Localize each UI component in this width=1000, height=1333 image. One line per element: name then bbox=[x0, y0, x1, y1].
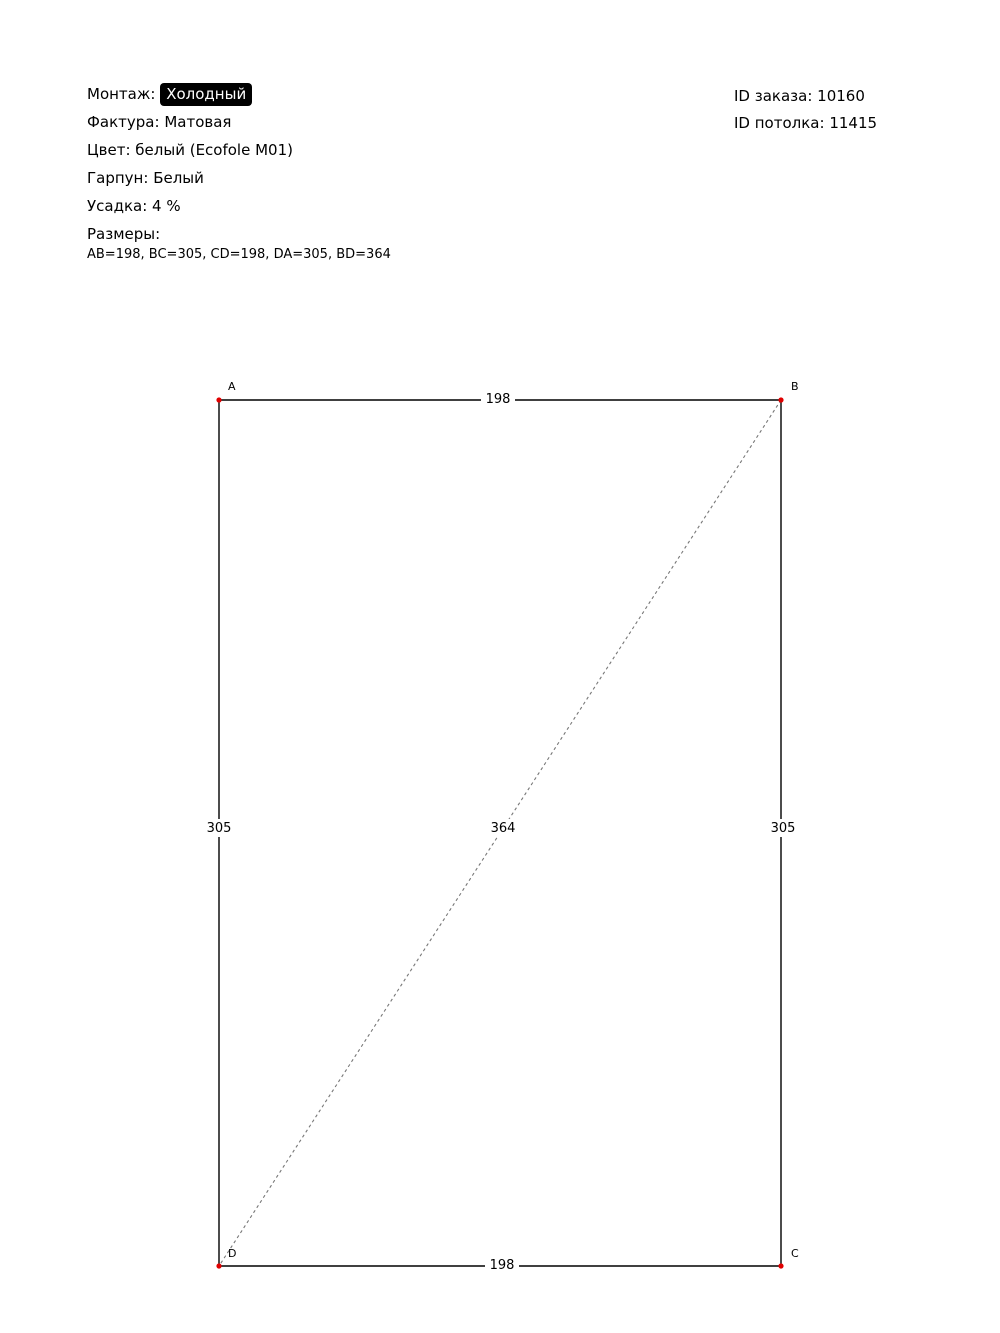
vertex-b-label: B bbox=[791, 380, 799, 393]
order-id-value: 10160 bbox=[817, 87, 865, 105]
harpoon-value: Белый bbox=[153, 169, 204, 187]
edge-da-length: 305 bbox=[206, 821, 232, 836]
vertex-b-dot bbox=[778, 397, 783, 402]
mount-badge: Холодный bbox=[160, 83, 252, 106]
mount-label: Монтаж: bbox=[87, 85, 156, 103]
harpoon-label: Гарпун: bbox=[87, 169, 149, 187]
vertex-a-dot bbox=[216, 397, 221, 402]
vertex-c-dot bbox=[778, 1263, 783, 1268]
sizes-value: AB=198, BC=305, CD=198, DA=305, BD=364 bbox=[87, 247, 391, 262]
texture-value: Матовая bbox=[164, 113, 232, 131]
ceiling-id-label: ID потолка: bbox=[734, 114, 825, 132]
vertex-d-dot bbox=[216, 1263, 221, 1268]
vertex-c-label: C bbox=[791, 1247, 799, 1260]
sizes-label: Размеры: bbox=[87, 225, 161, 243]
order-id-label: ID заказа: bbox=[734, 87, 813, 105]
edge-bc-length: 305 bbox=[770, 821, 796, 836]
edge-cd-length: 198 bbox=[489, 1258, 515, 1273]
vertex-a-label: A bbox=[228, 380, 236, 393]
shrink-label: Усадка: bbox=[87, 197, 148, 215]
ceiling-id-value: 11415 bbox=[829, 114, 878, 132]
color-value: белый (Ecofole M01) bbox=[135, 141, 293, 159]
texture-label: Фактура: bbox=[87, 113, 160, 131]
diagonal-bd-length: 364 bbox=[490, 821, 516, 836]
edge-ab-length: 198 bbox=[485, 392, 511, 407]
color-label: Цвет: bbox=[87, 141, 131, 159]
shrink-value: 4 % bbox=[152, 197, 181, 215]
vertex-d-label: D bbox=[228, 1247, 237, 1260]
